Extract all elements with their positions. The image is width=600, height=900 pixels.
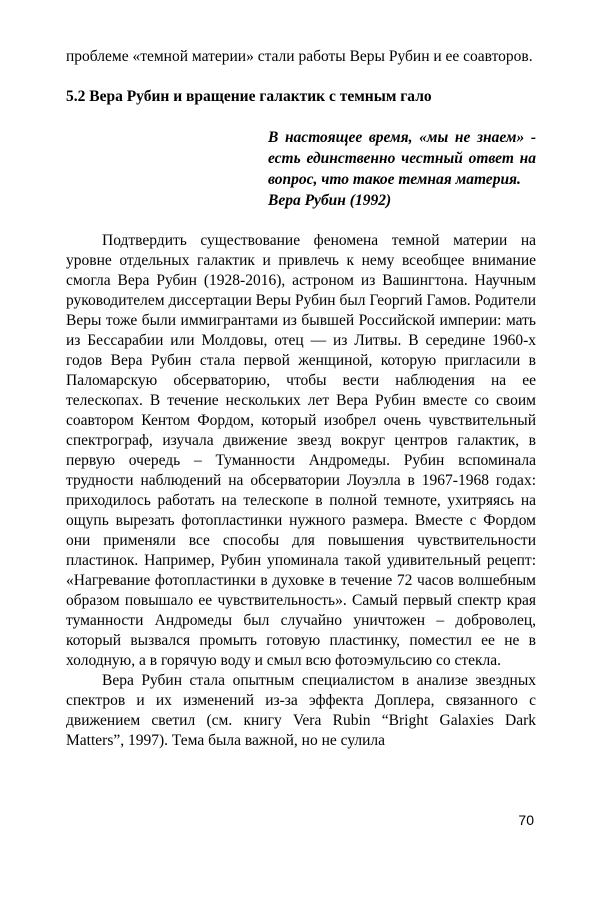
- document-page: [66, 47, 536, 751]
- intro-fragment: проблеме «темной материи» стали работы Веры Рубин и ее соавторов.: [66, 48, 533, 65]
- page-number: 70: [518, 812, 534, 828]
- epigraph-text: В настоящее время, «мы не знаем» - есть единственно честный ответ на вопрос, что такое темная материя.: [268, 129, 536, 188]
- epigraph-author: Вера Рубин (1992): [268, 192, 392, 209]
- section-heading: 5.2 Вера Рубин и вращение галактик с темным гало: [66, 88, 432, 105]
- epigraph: [268, 127, 536, 211]
- body-paragraph: Подтвердить существование феномена темной материи на уровне отдельных галактик и привлечь к нему всеобщее внимание смогла Вера Рубин (1928-2016), астроном из Вашингтона. Научным руководителем диссертации Веры Рубин был Георгий Гамов. Родители Веры тоже были иммигрантами из бывшей Российской империи: мать из Бессарабии или Молдовы, отец — из Литвы. В середине 1960-х годов Вера Рубин стала первой женщиной, которую пригласили в Паломарскую обсерваторию, чтобы вести наблюдения на ее телескопах. В течение нескольких лет Вера Рубин вместе со своим соавтором Кентом Фордом, который изобрел очень чувствительный спектрограф, изучала движение звезд вокруг центров галактик, в первую очередь – Туманности Андромеды. Рубин вспоминала трудности наблюдений на обсерватории Лоуэлла в 1967-1968 годах: приходилось работать на телескопе в полной темноте, ухитряясь на ощупь вырезать фотопластинки нужного размера. Вместе с Фордом они применяли все способы для повышения чувствительности пластинок. Например, Рубин упоминала такой удивительный рецепт: «Нагревание фотопластинки в духовке в течение 72 часов волшебным образом повышало ее чувствительность». Самый первый спектр края туманности Андромеды был случайно уничтожен – доброволец, который вызвался промыть готовую пластинку, поместил ее не в холодную, а в горячую воду и смыл всю фотоэмульсию со стекла.: [66, 232, 536, 669]
- body-paragraph: Вера Рубин стала опытным специалистом в анализе звездных спектров и их изменений из-за эффекта Доплера, связанного с движением светил (см. книгу Vera Rubin “Bright Galaxies Dark Matters”, 1997). Тема была важной, но не сулила: [66, 672, 536, 749]
